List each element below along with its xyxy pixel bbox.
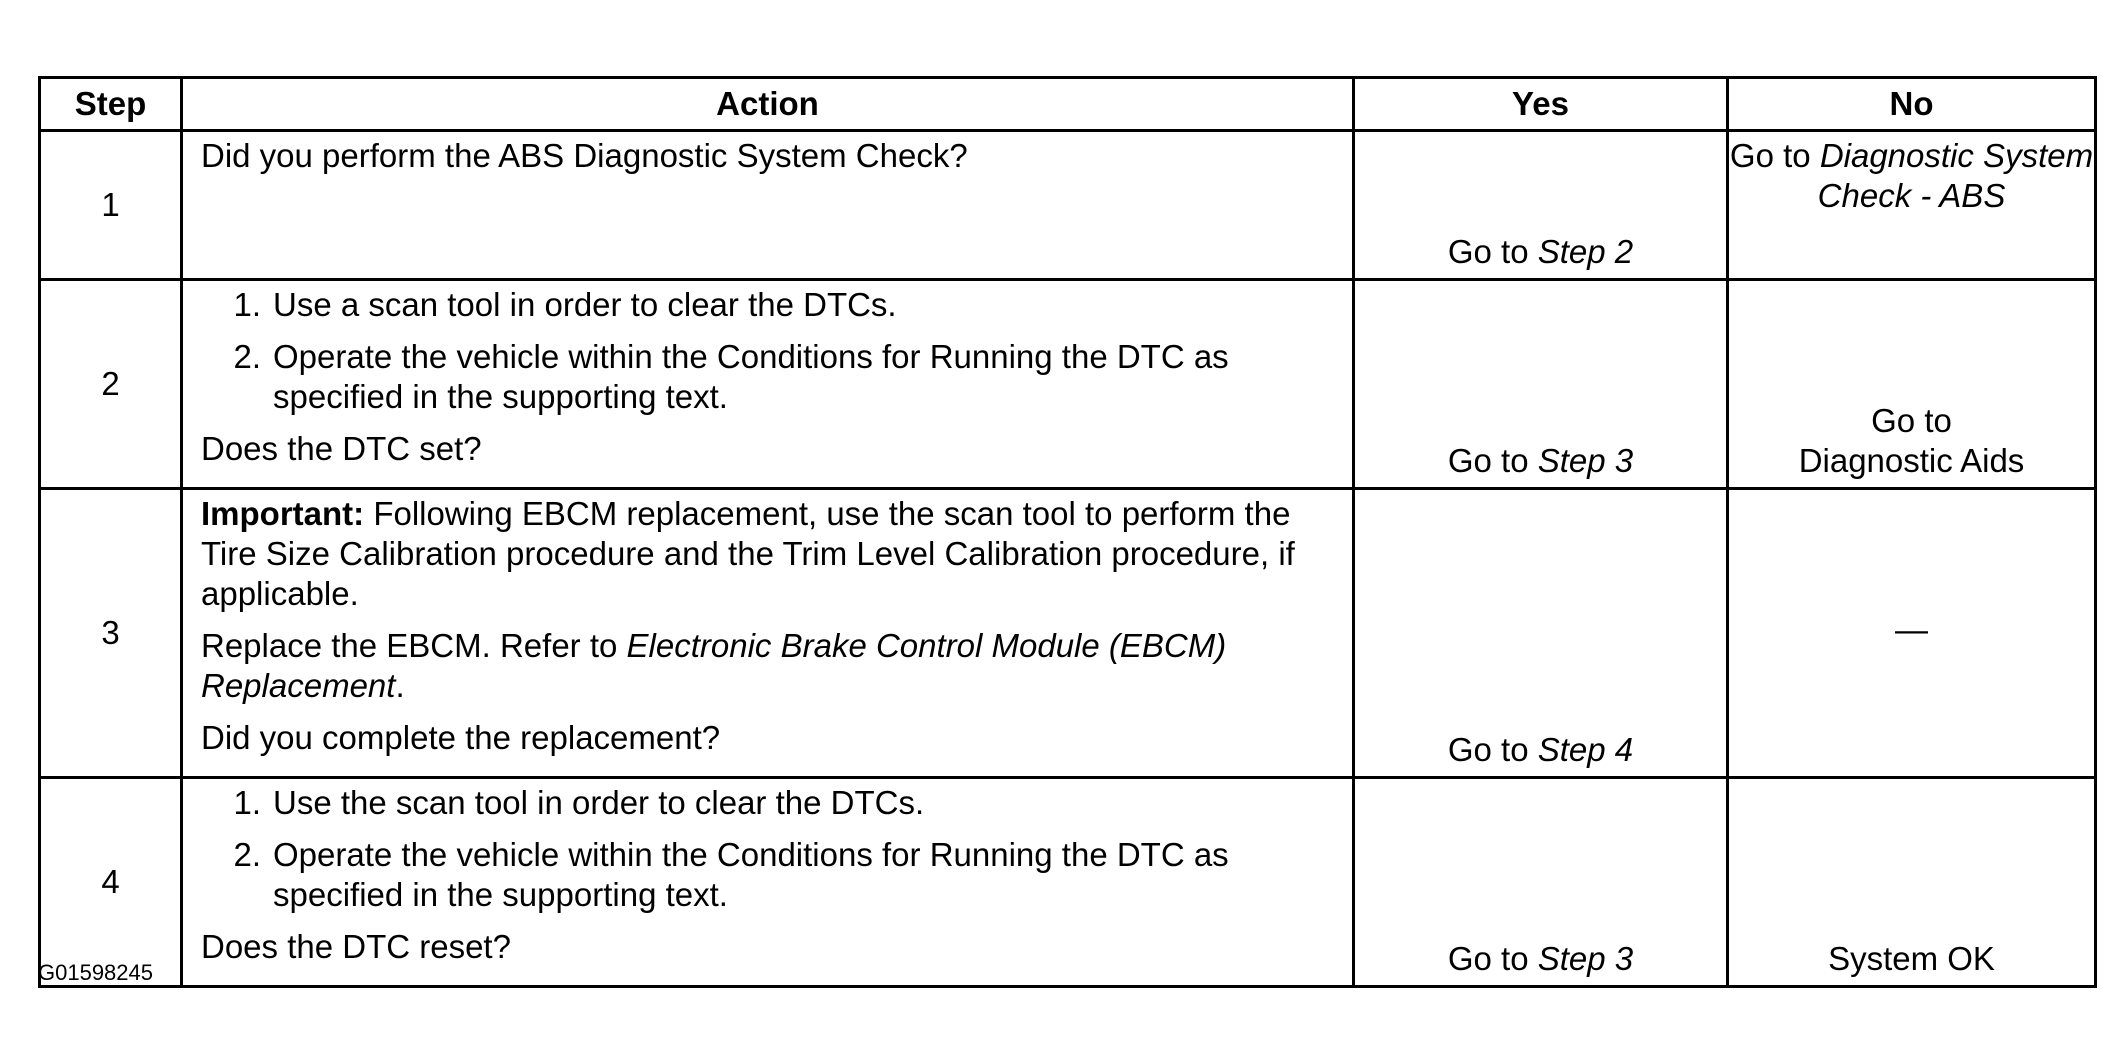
table-row-step-2 bbox=[40, 280, 2096, 489]
no-cell bbox=[1728, 131, 2096, 280]
action-cell bbox=[182, 489, 1354, 778]
no-cell bbox=[1728, 489, 2096, 778]
no-prefix: Go to bbox=[1729, 137, 1811, 174]
list-item bbox=[201, 285, 1338, 325]
yes-link[interactable]: Step 2 bbox=[1537, 233, 1634, 270]
header-yes: Yes bbox=[1354, 78, 1728, 131]
action-question: Does the DTC set? bbox=[201, 430, 482, 467]
header-no: No bbox=[1728, 78, 2096, 131]
step-number: 3 bbox=[40, 489, 182, 778]
step-number: 1 bbox=[40, 131, 182, 280]
list-item bbox=[201, 337, 1338, 417]
replace-suffix: . bbox=[395, 667, 405, 704]
list-item bbox=[201, 835, 1338, 915]
action-question: Did you perform the ABS Diagnostic System Check? bbox=[201, 137, 968, 174]
yes-cell bbox=[1354, 280, 1728, 489]
list-text: Use the scan tool in order to clear the DTCs. bbox=[273, 784, 925, 821]
header-action: Action bbox=[182, 78, 1354, 131]
yes-cell bbox=[1354, 489, 1728, 778]
yes-prefix: Go to bbox=[1447, 731, 1529, 768]
table-row-step-1 bbox=[40, 131, 2096, 280]
no-link[interactable]: Diagnostic System Check - ABS bbox=[1817, 137, 2094, 214]
replace-prefix: Replace the EBCM. Refer to bbox=[201, 627, 627, 664]
yes-cell bbox=[1354, 778, 1728, 987]
table-row-step-4 bbox=[40, 778, 2096, 987]
step-number: 2 bbox=[40, 280, 182, 489]
action-question: Does the DTC reset? bbox=[201, 928, 511, 965]
list-item bbox=[201, 783, 1338, 823]
list-number: 2. bbox=[233, 836, 261, 873]
step-number: 4 bbox=[40, 778, 182, 987]
header-row bbox=[40, 78, 2096, 131]
replace-link[interactable]: Electronic Brake Control Module (EBCM) Replacement bbox=[201, 627, 1227, 704]
yes-prefix: Go to bbox=[1447, 233, 1529, 270]
yes-cell bbox=[1354, 131, 1728, 280]
list-text: Use a scan tool in order to clear the DTCs. bbox=[273, 286, 897, 323]
list-number: 1. bbox=[233, 784, 261, 821]
important-label: Important: bbox=[201, 495, 365, 532]
header-step: Step bbox=[40, 78, 182, 131]
list-number: 2. bbox=[233, 338, 261, 375]
action-cell bbox=[182, 280, 1354, 489]
no-cell bbox=[1728, 280, 2096, 489]
list-text: Operate the vehicle within the Conditions for Running the DTC as specified in the supporting text. bbox=[273, 338, 1229, 415]
list-number: 1. bbox=[233, 286, 261, 323]
no-dash: — bbox=[1895, 611, 1928, 648]
no-line1: Go to bbox=[1871, 402, 1952, 439]
figure-id: G01598245 bbox=[38, 960, 153, 985]
yes-link[interactable]: Step 4 bbox=[1537, 731, 1634, 768]
important-note bbox=[201, 494, 1338, 614]
diagnostic-table bbox=[38, 76, 2097, 988]
no-cell bbox=[1728, 778, 2096, 987]
yes-link[interactable]: Step 3 bbox=[1537, 442, 1634, 479]
yes-prefix: Go to bbox=[1447, 442, 1529, 479]
no-link[interactable]: Diagnostic Aids bbox=[1798, 442, 2025, 479]
important-text: Following EBCM replacement, use the scan tool to perform the Tire Size Calibration procedure and the Trim Level Calibration procedure, if applicable. bbox=[201, 495, 1295, 612]
action-cell bbox=[182, 778, 1354, 987]
yes-prefix: Go to bbox=[1447, 940, 1529, 977]
action-question: Did you complete the replacement? bbox=[201, 719, 721, 756]
action-cell bbox=[182, 131, 1354, 280]
no-result: System OK bbox=[1828, 940, 1995, 977]
yes-link[interactable]: Step 3 bbox=[1537, 940, 1634, 977]
table-row-step-3 bbox=[40, 489, 2096, 778]
replace-instruction bbox=[201, 626, 1338, 706]
list-text: Operate the vehicle within the Conditions for Running the DTC as specified in the supporting text. bbox=[273, 836, 1229, 913]
